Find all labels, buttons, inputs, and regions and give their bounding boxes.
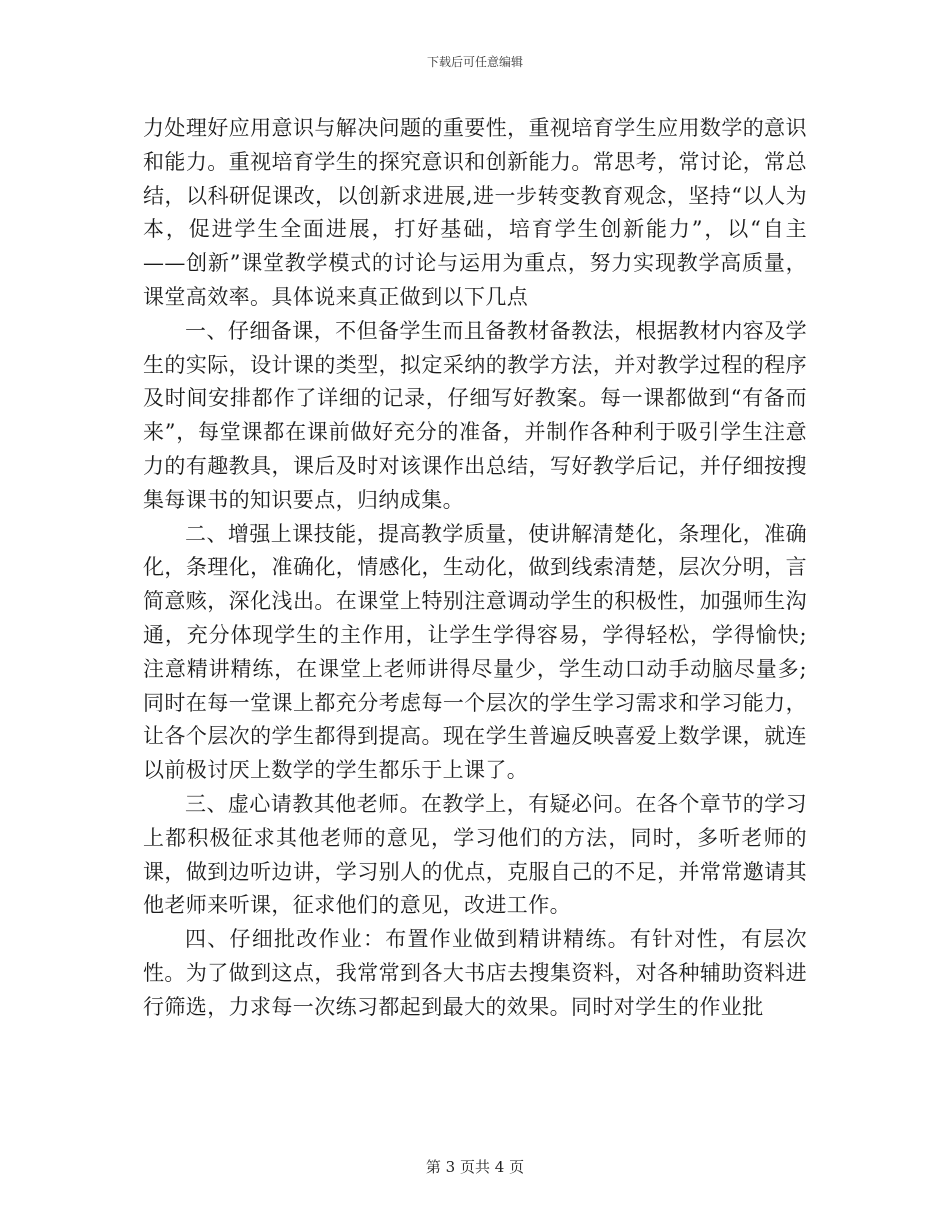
document-body [143,112,807,1025]
page-footer: 第 3 页共 4 页 [425,1158,525,1176]
paragraph-section-2: 二、增强上课技能，提高教学质量，使讲解清楚化，条理化，准确化，条理化，准确化，情感化，生动化，做到线索清楚，层次分明，言简意赅，深化浅出。在课堂上特别注意调动学生的积极性，加强师生沟通，充分体现学生的主作用，让学生学得容易，学得轻松，学得愉快;注意精讲精练，在课堂上老师讲得尽量少，学生动口动手动脑尽量多;同时在每一堂课上都充分考虑每一个层次的学生学习需求和学习能力，让各个层次的学生都得到提高。现在学生普遍反映喜爱上数学课，就连以前极讨厌上数学的学生都乐于上课了。 [143,521,807,783]
paragraph-section-3: 三、虚心请教其他老师。在教学上，有疑必问。在各个章节的学习上都积极征求其他老师的意见，学习他们的方法，同时，多听老师的课，做到边听边讲，学习别人的优点，克服自己的不足，并常常邀请其他老师来听课，征求他们的意见，改进工作。 [143,791,807,918]
paragraph-continuation: 力处理好应用意识与解决问题的重要性，重视培育学生应用数学的意识和能力。重视培育学生的探究意识和创新能力。常思考，常讨论，常总结，以科研促课改，以创新求进展,进一步转变教育观念，坚持“以人为本，促进学生全面进展，打好基础，培育学生创新能力”，以“自主——创新”课堂教学模式的讨论与运用为重点，努力实现教学高质量，课堂高效率。具体说来真正做到以下几点 [143,116,807,309]
paragraph-section-1: 一、仔细备课，不但备学生而且备教材备教法，根据教材内容及学生的实际，设计课的类型，拟定采纳的教学方法，并对教学过程的程序及时间安排都作了详细的记录，仔细写好教案。每一课都做到“有备而来”，每堂课都在课前做好充分的准备，并制作各种利于吸引学生注意力的有趣教具，课后及时对该课作出总结，写好教学后记，并仔细按搜集每课书的知识要点，归纳成集。 [143,318,807,512]
paragraph-section-4: 四、仔细批改作业：布置作业做到精讲精练。有针对性，有层次性。为了做到这点，我常常到各大书店去搜集资料，对各种辅助资料进行筛选，力求每一次练习都起到最大的效果。同时对学生的作业批 [143,927,807,1019]
page-header: 下载后可任意编辑 [426,55,523,69]
